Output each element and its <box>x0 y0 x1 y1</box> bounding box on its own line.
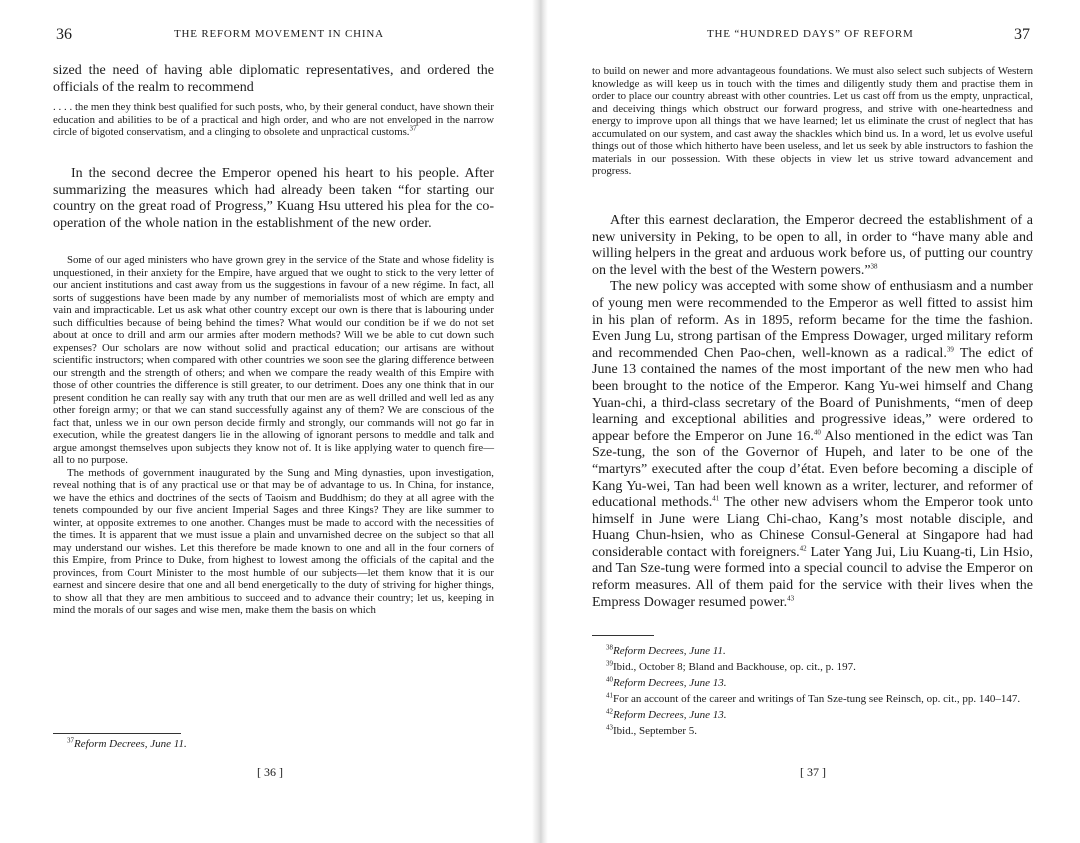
footnote-rule <box>53 733 181 734</box>
footnote-number: 43 <box>606 722 613 731</box>
footnote-number: 37 <box>67 736 74 745</box>
footnote-text: Ibid., October 8; Bland and Backhouse, op. cit., p. 197. <box>613 660 856 673</box>
block-quote-2 <box>53 254 494 617</box>
quote-2-paragraph-2: The methods of government inaugurated by the Sung and Ming dynasties, upon investigation, reveal nothing that is of any practical use or that may be of advantage to us. In China, for instance, we have the ethics and doctrines of the sects of Taoism and Buddhism; do they at all agree with the tenets compounded by our five ancient Imperial Sages and three Kings? They are like summer to winter, at opposite extremes to one another. Changes must be made to accord with the necessities of the times. It is apparent that we must issue a plain and unvarnished decree on the subject so that all may understand our wishes. Let this therefore be made known to one and all in the four corners of this Empire, from Prince to Duke, from highest to lowest among the officials of the capital and the provinces, from Court Minister to the most humble of our subjects—let them know that it is our earnest and sincere desire that one and all bend energetically to the duty of striving for higher things, to show all that they are men ambitious to succeed and to advance their country; let us, keeping in mind the morals of our sages and wise men, make them the basis on which <box>53 466 494 616</box>
footnote-38 <box>592 644 1033 660</box>
footnote-text: Reform Decrees, June 11. <box>74 738 187 750</box>
running-head: THE “HUNDRED DAYS” OF REFORM <box>707 28 914 40</box>
opening-text: sized the need of having able diplomatic representatives, and ordered the officials of the realm to recommend <box>53 63 494 95</box>
paragraph-text: In the second decree the Emperor opened his heart to his people. After summarizing the measures which had already been taken “for starting our country on the great road of Progress,” Kuang Hsu uttered his plea for the co-operation of the whole nation in the establishment of the new order. <box>53 166 494 231</box>
block-quote-1 <box>53 101 494 139</box>
right-page <box>545 0 1080 843</box>
main-text <box>592 213 1033 611</box>
page-number: 36 <box>56 26 72 43</box>
text-segment: The new policy was accepted with some show of enthusiasm and a number of young men were recommended to the Emperor as well fitted to assist him in his plan of reform. As in 1895, reform became for the time the fashion. Even Jung Lu, strong partisan of the Empress Dowager, urged military reform and recommended Chen Pao-chen, well-known as a radical. <box>592 279 1033 361</box>
footnote-ref: 42 <box>799 544 807 553</box>
footnote-number: 40 <box>606 675 613 684</box>
paragraph-new-policy <box>592 279 1033 611</box>
footnote-number: 38 <box>606 643 613 652</box>
footnote-39 <box>592 660 1033 676</box>
footnote-ref: 43 <box>787 594 795 602</box>
footnote-ref: 37 <box>409 124 417 133</box>
folio: [ 36 ] <box>257 765 283 779</box>
footnote-42 <box>592 708 1033 724</box>
text-segment: Also mentioned in the edict was Tan Sze-tung, the son of the Governor of Hupeh, and later to be one of the “martyrs” executed after the coup d’état. Even before becoming a disciple of Kang Yu-wei, Tan had been well known as a writer, lecturer, and reformer of educational methods. <box>592 428 1033 511</box>
footnote-ref: 41 <box>712 494 720 503</box>
text-segment: Later Yang Jui, Liu Kuang-ti, Lin Hsio, and Tan Sze-tung were formed into a special council to advise the Emperor on reform measures. All of them paid for the service with their lives when the Empress Dowager resumed power. <box>592 544 1033 610</box>
footnote-number: 42 <box>606 706 613 715</box>
footnote-43 <box>592 724 1033 740</box>
footnotes <box>67 737 487 753</box>
text-segment: The other new advisers whom the Emperor took unto himself in June were Liang Chi-chao, Kang’s most notable disciple, and Huang Chun-hsien, who as Chinese Consul-General at Singapore had had considerable contact with foreigners. <box>592 495 1034 560</box>
footnote-ref: 39 <box>946 345 954 354</box>
footnote-text: Ibid., September 5. <box>613 724 698 737</box>
running-head: THE REFORM MOVEMENT IN CHINA <box>174 28 384 40</box>
footnote-number: 39 <box>606 659 613 668</box>
quote-1-text: . . . . the men they think best qualified for such posts, who, by their general conduct, have shown their education and abilities to be of a practical and high order, and who are not enveloped in the narrow circle of bigoted conservatism, and a clinging to obsolete and unpractical customs. <box>53 101 494 138</box>
folio: [ 37 ] <box>800 765 826 779</box>
page-number: 37 <box>1014 26 1030 43</box>
footnotes <box>592 644 1033 739</box>
footnote-40 <box>592 676 1033 692</box>
opening-paragraph <box>53 63 494 96</box>
footnote-rule <box>592 635 654 636</box>
text-segment: The edict of June 13 contained the names of the most important of the new men who had been brought to the notice of the Emperor. Kang Yu-wei himself and Chang Yuan-chi, a third-class secretary of the Board of Punishments, “men of deep learning and exceptional abilities and progressive ideas,” were ordered to appear before the Emperor on June 16. <box>592 345 1033 444</box>
footnote-41 <box>592 692 1033 708</box>
left-page <box>0 0 535 843</box>
paragraph-text: After this earnest declaration, the Emperor decreed the establishment of a new university in Peking, to be open to all, in order to “have many able and willing helpers in the great and arduous work before us, of putting our country on the level with the best of the Western powers.” <box>592 213 1033 278</box>
footnote-37 <box>67 737 487 753</box>
quote-2-paragraph-1: Some of our aged ministers who have grown grey in the service of the State and whose fidelity is unquestioned, in their anxiety for the Empire, have argued that we ought to stick to the very letter of our ancient institutions and cast away from us the suggestions in favour of a new régime. In fact, all sorts of suggestions have been made by any number of memorialists most of which are empty and vain and impracticable. Let us ask what other country except our own is there that is labouring under such difficulties because of being behind the times? What would our condition be if we do not set about at once to drill and arm our armies after modern methods? Will we be able to cut down such expenses? Our scholars are now without solid and practical education; our artisans are without scientific instructors; when compared with other countries we soon see the glaring difference between our strength and the strength of others; and when we compare the ready wealth of this Empire with those of other countries the difference is still greater, to our detriment. Does any one think that in our present condition he can really say with any truth that our men are as well drilled and well led as any other foreign army; or that we can stand successfully against any of them? We are conscious of the fact that, unless we in our own person decide firmly and strongly, our commands will not go far in execution, while the greatest dangers lie in the allowing of ignorant persons to meddle and talk and argue amongst themselves upon subjects they know not of. It is like applying water to quench fire—all to no purpose. <box>53 254 494 466</box>
paragraph-second-decree <box>53 166 494 232</box>
footnote-ref: 38 <box>870 262 878 271</box>
footnote-ref: 40 <box>813 428 821 437</box>
footnote-text: Reform Decrees, June 11. <box>613 645 726 657</box>
block-quote-continued <box>592 65 1033 178</box>
footnote-text: Reform Decrees, June 13. <box>613 708 727 721</box>
footnote-text: Reform Decrees, June 13. <box>613 676 727 689</box>
footnote-text: For an account of the career and writings of Tan Sze-tung see Reinsch, op. cit., pp. 140–147. <box>613 692 1021 705</box>
paragraph-university <box>592 213 1033 279</box>
footnote-number: 41 <box>606 691 613 700</box>
quote-continued-text: to build on newer and more advantageous foundations. We must also select such subjects of Western knowledge as will keep us in touch with the times and diligently study them and practise them in order to place our country abreast with other countries. Let us cast off from us the empty, unpractical, and deceiving things which obstruct our forward progress, and strive with one-heartedness and energy to improve upon all things that we have learned; let us eliminate the crust of neglect that has accumulated on our system, and cast away the shackles which bind us. In a word, let us evolve useful things out of those which hitherto have been useless, and let us seek by able instructors to fashion the materials in our possession. With these objects in view let us strive toward advancement and progress. <box>592 65 1033 177</box>
